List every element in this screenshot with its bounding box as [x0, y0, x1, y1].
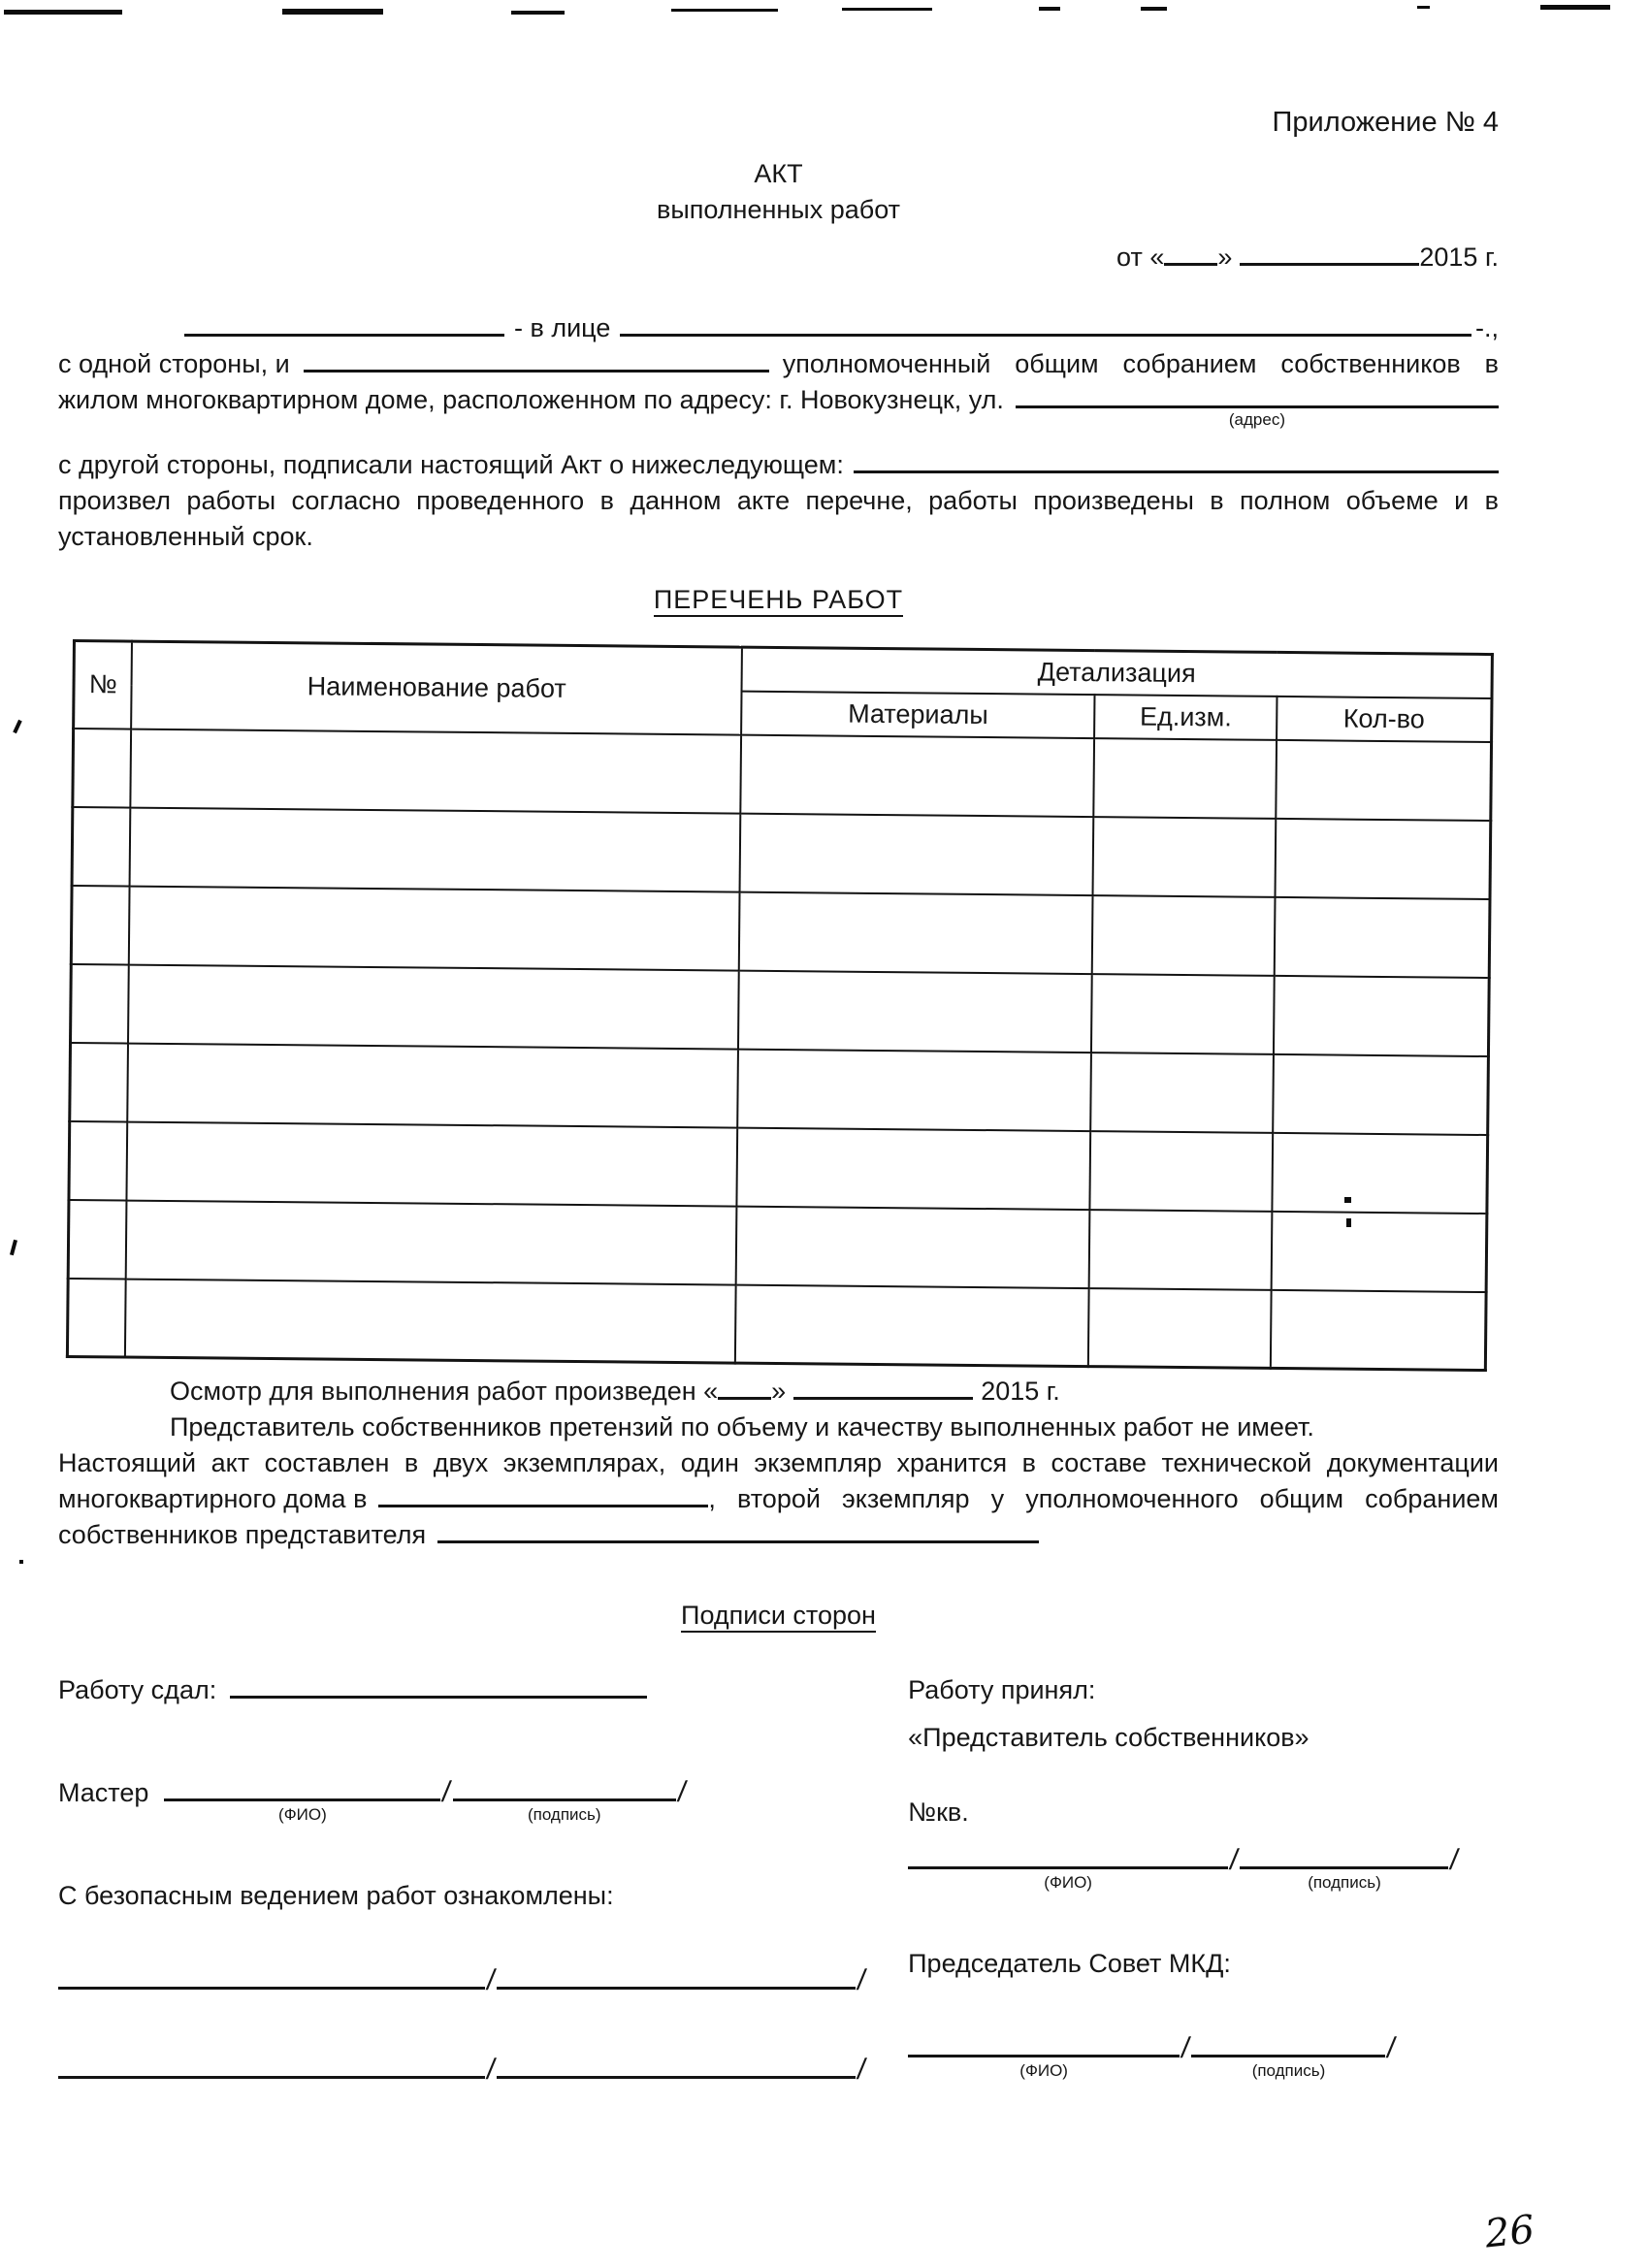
date-year: 2015 г.: [1419, 243, 1499, 272]
handwritten-page-number: 26: [1482, 2207, 1537, 2257]
scan-artifact: [511, 11, 565, 15]
table-cell: [125, 1279, 735, 1363]
authorized-text: уполномоченный общим собранием собственников в: [782, 349, 1499, 378]
authorized-name-blank: [304, 370, 769, 373]
blank-line: [908, 1866, 1228, 1869]
copies-tail-text: , второй экземпляр у уполномоченного общим собранием: [708, 1484, 1499, 1513]
line1-tail: -.,: [1475, 313, 1499, 342]
representative-label: «Представитель собственников»: [908, 1723, 1310, 1752]
no-claims-line: Представитель собственников претензий по объему и качеству выполненных работ не имеет.: [170, 1412, 1314, 1442]
scan-artifact: [842, 8, 932, 11]
works-table-body: [67, 729, 1491, 1371]
inspection-text: Осмотр для выполнения работ произведен «: [170, 1377, 719, 1406]
scan-artifact: [1417, 6, 1430, 9]
table-cell: [71, 963, 130, 1043]
table-cell: [1276, 739, 1491, 820]
scan-artifact: [671, 9, 778, 12]
table-cell: [69, 1120, 128, 1200]
table-cell: [1089, 1210, 1272, 1290]
table-cell: [128, 1043, 738, 1127]
scan-artifact: [282, 9, 383, 15]
works-section-title: [58, 582, 1499, 618]
copies-line-1: Настоящий акт составлен в двух экземплярах, один экземпляр хранится в составе технической документации: [58, 1448, 1499, 1477]
chairman-label: Председатель Совет МКД:: [908, 1949, 1231, 1978]
table-cell: [127, 1121, 737, 1206]
blank-line: [908, 2055, 1180, 2057]
representative-name-blank: [437, 1540, 1039, 1543]
table-cell: [1273, 1053, 1488, 1134]
table-cell: [131, 729, 741, 813]
document-subtitle: выполненных работ: [657, 195, 900, 224]
inspection-month-blank: [793, 1397, 973, 1400]
date-prefix: от «: [1116, 243, 1165, 272]
col-header-materials: Материалы: [741, 691, 1095, 737]
sign-label: (подпись): [1251, 2061, 1326, 2080]
chairman-sign-field: [1191, 2055, 1385, 2081]
owner-fio-field: [908, 1866, 1228, 1893]
storage-place-blank: [378, 1505, 708, 1507]
address-lead-text: жилом многоквартирном доме, расположенном по адресу: г. Новокузнецк, ул.: [58, 385, 1004, 414]
blank-line: [453, 1798, 676, 1801]
sign-label: (подпись): [1308, 1873, 1381, 1892]
document-title: АКТ: [754, 159, 803, 188]
representative-lead-text: собственников представителя: [58, 1520, 427, 1549]
slash-mark: /: [1385, 2032, 1399, 2064]
table-cell: [1094, 738, 1277, 819]
fio-label: (ФИО): [1019, 2061, 1068, 2080]
copies-line-2: [58, 1481, 1499, 1517]
work-handed-row: [58, 1672, 908, 1708]
works-table-header: [74, 641, 1493, 742]
blank-line: [1240, 1866, 1448, 1869]
table-cell: [736, 1206, 1090, 1287]
table-cell: [1275, 896, 1490, 977]
party-name-blank: [184, 334, 504, 337]
table-cell: [740, 813, 1094, 894]
intro-line-5: произвел работы согласно проведенного в данном акте перечне, работы произведены в полном объеме и в: [58, 486, 1499, 515]
copies-line-3: [58, 1517, 1499, 1553]
owner-sign-field: [1240, 1866, 1448, 1893]
table-cell: [130, 807, 740, 891]
slash-mark: /: [856, 2054, 869, 2086]
safety-signature-row: [58, 2052, 908, 2088]
table-row: [69, 1120, 1488, 1213]
owner-signature-row: [908, 1842, 1499, 1893]
sign-label: (подпись): [527, 1805, 601, 1824]
signatures-title-text: Подписи сторон: [681, 1601, 876, 1633]
safety-sign-blank: [497, 1987, 856, 1990]
table-cell: [129, 886, 739, 970]
signatures-left-column: [58, 1672, 908, 2088]
inspection-year: 2015 г.: [981, 1377, 1060, 1406]
master-label: Мастер: [58, 1778, 149, 1807]
table-row: [71, 886, 1490, 978]
col-header-detail: Детализация: [742, 647, 1493, 697]
safety-fio-blank: [58, 2076, 485, 2079]
fio-label: (ФИО): [1044, 1873, 1092, 1892]
safety-fio-blank: [58, 1987, 485, 1990]
table-row: [71, 963, 1490, 1055]
intro-paragraph-2: [58, 447, 1499, 555]
scan-artifact: [4, 10, 122, 15]
works-table: [66, 639, 1494, 1372]
other-party-text: с другой стороны, подписали настоящий Акт о нижеследующем:: [58, 450, 844, 479]
fio-label: (ФИО): [278, 1805, 327, 1824]
table-cell: [71, 886, 130, 965]
col-header-no: №: [74, 641, 133, 729]
intro-line-1: [58, 310, 1499, 346]
table-cell: [67, 1278, 126, 1357]
table-cell: [68, 1199, 127, 1279]
inspection-line: [58, 1374, 1499, 1409]
table-cell: [1091, 974, 1274, 1054]
col-header-name: Наименование работ: [132, 641, 742, 734]
date-month-blank: [1240, 263, 1419, 266]
table-cell: [735, 1284, 1089, 1366]
slash-mark: /: [1179, 2032, 1192, 2064]
table-cell: [1276, 818, 1491, 898]
table-row: [73, 729, 1492, 821]
table-cell: [72, 807, 131, 887]
table-cell: [1092, 895, 1275, 976]
representative-blank: [620, 334, 1471, 337]
in-person-text: - в лице: [514, 313, 611, 342]
subject-blank: [854, 470, 1499, 473]
work-accepted-label: Работу принял:: [908, 1675, 1096, 1704]
one-party-text: с одной стороны, и: [58, 349, 290, 378]
blank-line: [1191, 2055, 1385, 2057]
table-cell: [126, 1200, 736, 1284]
works-section-title-text: ПЕРЕЧЕНЬ РАБОТ: [654, 585, 903, 617]
scan-artifact: [19, 1560, 23, 1564]
intro-line-2: [58, 346, 1499, 382]
safety-line: С безопасным ведением работ ознакомлены:: [58, 1881, 614, 1910]
table-cell: [736, 1127, 1090, 1209]
safety-sign-blank: [497, 2076, 856, 2079]
table-cell: [128, 964, 738, 1049]
inspection-day-blank: [718, 1397, 771, 1400]
table-cell: [70, 1042, 129, 1121]
address-label: (адрес): [1228, 410, 1285, 429]
address-blank: [1016, 405, 1499, 408]
table-row: [68, 1199, 1487, 1291]
appendix-label: Приложение № 4: [1272, 107, 1499, 138]
table-cell: [1090, 1131, 1273, 1212]
table-row: [72, 807, 1491, 899]
table-cell: [1088, 1288, 1271, 1369]
chairman-signature-row: [908, 2030, 1499, 2081]
blank-line: [164, 1798, 440, 1801]
address-field: [1016, 405, 1499, 430]
table-row: [70, 1042, 1489, 1134]
master-sign-field: [453, 1798, 676, 1825]
intro-paragraph: [58, 310, 1499, 430]
slash-mark: /: [675, 1776, 689, 1808]
copies-lead-text: многоквартирного дома в: [58, 1484, 368, 1513]
table-cell: [739, 891, 1093, 973]
scan-artifact: [1039, 7, 1060, 11]
slash-mark: /: [856, 1964, 869, 1996]
col-header-unit: Ед.изм.: [1094, 695, 1277, 740]
chairman-fio-field: [908, 2055, 1180, 2081]
slash-mark: /: [440, 1776, 454, 1808]
intro-line-6: установленный срок.: [58, 522, 313, 551]
slash-mark: /: [1448, 1844, 1462, 1876]
signatures-right-column: [908, 1672, 1499, 2088]
work-handed-label: Работу сдал:: [58, 1675, 217, 1704]
safety-signature-row: [58, 1962, 908, 1998]
table-cell: [1272, 1132, 1487, 1213]
slash-mark: /: [1227, 1844, 1241, 1876]
table-cell: [1093, 817, 1276, 897]
table-cell: [1271, 1289, 1486, 1370]
table-cell: [1272, 1211, 1487, 1291]
table-cell: [738, 970, 1092, 1052]
intro-line-3: [58, 382, 1499, 430]
table-row: [67, 1278, 1486, 1370]
signatures-section-title: [58, 1598, 1499, 1634]
signatures-grid: [58, 1672, 1499, 2088]
work-handed-blank: [230, 1696, 647, 1699]
date-day-blank: [1164, 263, 1217, 266]
col-header-qty: Кол-во: [1277, 696, 1492, 741]
master-row: [58, 1774, 908, 1825]
slash-mark: /: [484, 2054, 498, 2086]
intro-line-4: [58, 447, 1499, 483]
table-cell: [737, 1049, 1091, 1130]
date-close-quote: »: [1217, 243, 1233, 272]
table-cell: [1274, 975, 1489, 1055]
apartment-label: №кв.: [908, 1798, 969, 1827]
master-fio-field: [164, 1798, 440, 1825]
scan-artifact: [1141, 7, 1167, 11]
date-line: [58, 240, 1499, 275]
table-cell: [740, 734, 1094, 816]
closing-block: [58, 1374, 1499, 1553]
table-cell: [73, 729, 132, 808]
scan-artifact: [1540, 5, 1610, 10]
inspection-close-quote: »: [771, 1377, 787, 1406]
slash-mark: /: [484, 1964, 498, 1996]
table-cell: [1090, 1053, 1273, 1133]
